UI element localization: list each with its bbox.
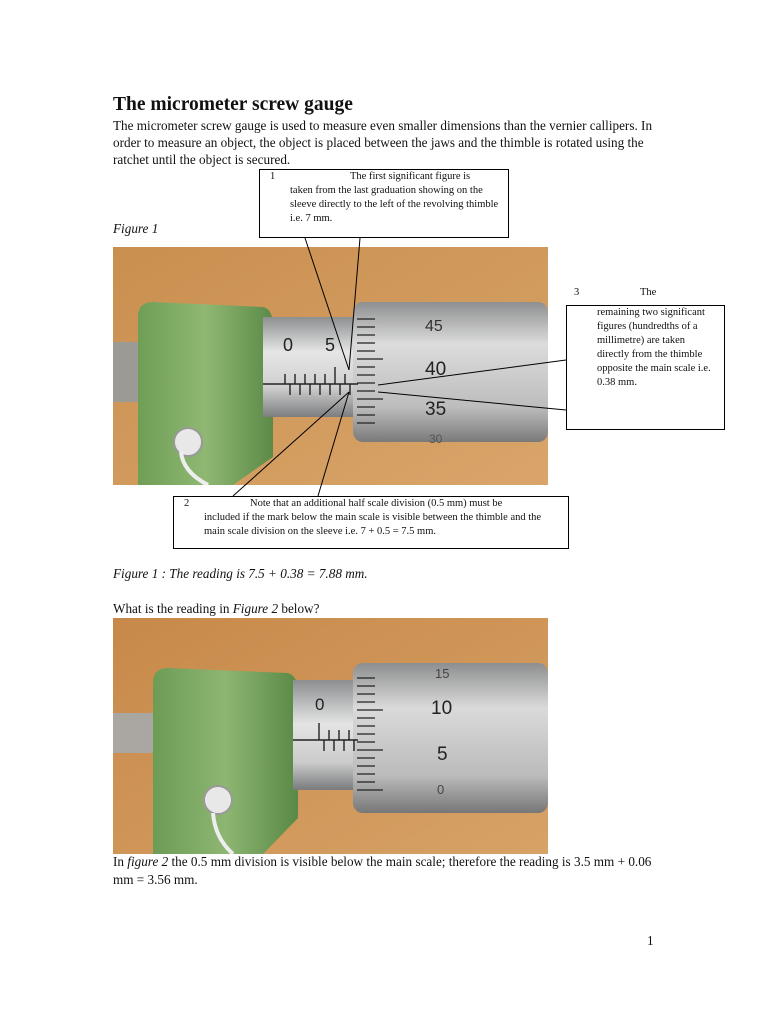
callout-2-lead: Note that an additional half scale division (0.5 mm) must be xyxy=(250,498,503,509)
thimble-number-30: 30 xyxy=(429,432,443,446)
callout-1 xyxy=(259,169,509,238)
question-prefix: What is the reading in xyxy=(113,601,233,616)
callout-3-text: remaining two significant figures (hundredths of a millimetre) are taken directly from the thimble opposite the main scale i.e. 0.38 mm. xyxy=(597,307,711,388)
answer-paragraph xyxy=(113,853,673,889)
callout-3 xyxy=(566,305,725,430)
intro-paragraph: The micrometer screw gauge is used to measure even smaller dimensions than the vernier callipers. In order to measure an object, the object is placed between the jaws and the thimble is rotated using the ratchet until the object is secured. xyxy=(113,118,653,167)
callout-1-text: taken from the last graduation showing on the sleeve directly to the left of the revolving thimble i.e. 7 mm. xyxy=(290,185,499,224)
question-figure-ref: Figure 2 xyxy=(232,601,279,616)
sleeve-number-5: 5 xyxy=(325,335,336,355)
callout-2 xyxy=(173,496,569,549)
callout-3-number: 3 xyxy=(574,287,580,298)
answer-prefix: In xyxy=(113,854,128,869)
fig2-thimble-number-15: 15 xyxy=(435,666,450,681)
callout-1-lead: The first significant figure is xyxy=(350,171,471,182)
sleeve-number-0: 0 xyxy=(283,335,294,355)
callout-2-number: 2 xyxy=(184,498,190,509)
page-number: 1 xyxy=(647,933,654,948)
callout-3-head xyxy=(574,287,656,298)
fig2-thimble-number-10: 10 xyxy=(431,698,453,719)
thimble-number-45: 45 xyxy=(425,318,443,335)
fig2-thimble-number-5: 5 xyxy=(437,744,448,765)
thimble-number-40: 40 xyxy=(425,359,447,380)
question xyxy=(113,601,319,617)
answer-text: the 0.5 mm division is visible below the main scale; therefore the reading is 3.5 mm + 0.06 mm = 3.56 mm. xyxy=(113,854,652,887)
figure1-photo xyxy=(113,247,548,485)
figure2-photo xyxy=(113,618,548,854)
thimble-number-35: 35 xyxy=(425,399,447,420)
page-title: The micrometer screw gauge xyxy=(113,94,353,115)
callout-3-lead: The xyxy=(640,287,657,298)
figure1-caption: Figure 1 : The reading is 7.5 + 0.38 = 7.88 mm. xyxy=(113,566,368,581)
fig2-sleeve-number-0: 0 xyxy=(315,695,325,714)
figure1-label: Figure 1 xyxy=(113,221,159,236)
answer-figure-ref: figure 2 xyxy=(127,854,169,869)
question-suffix: below? xyxy=(278,601,320,616)
callout-1-number: 1 xyxy=(270,171,276,182)
fig2-thimble-number-0: 0 xyxy=(437,782,445,797)
callout-2-text: included if the mark below the main scale is visible between the thimble and the main scale division on the sleeve i.e. 7 + 0.5 = 7.5 mm. xyxy=(204,512,542,537)
